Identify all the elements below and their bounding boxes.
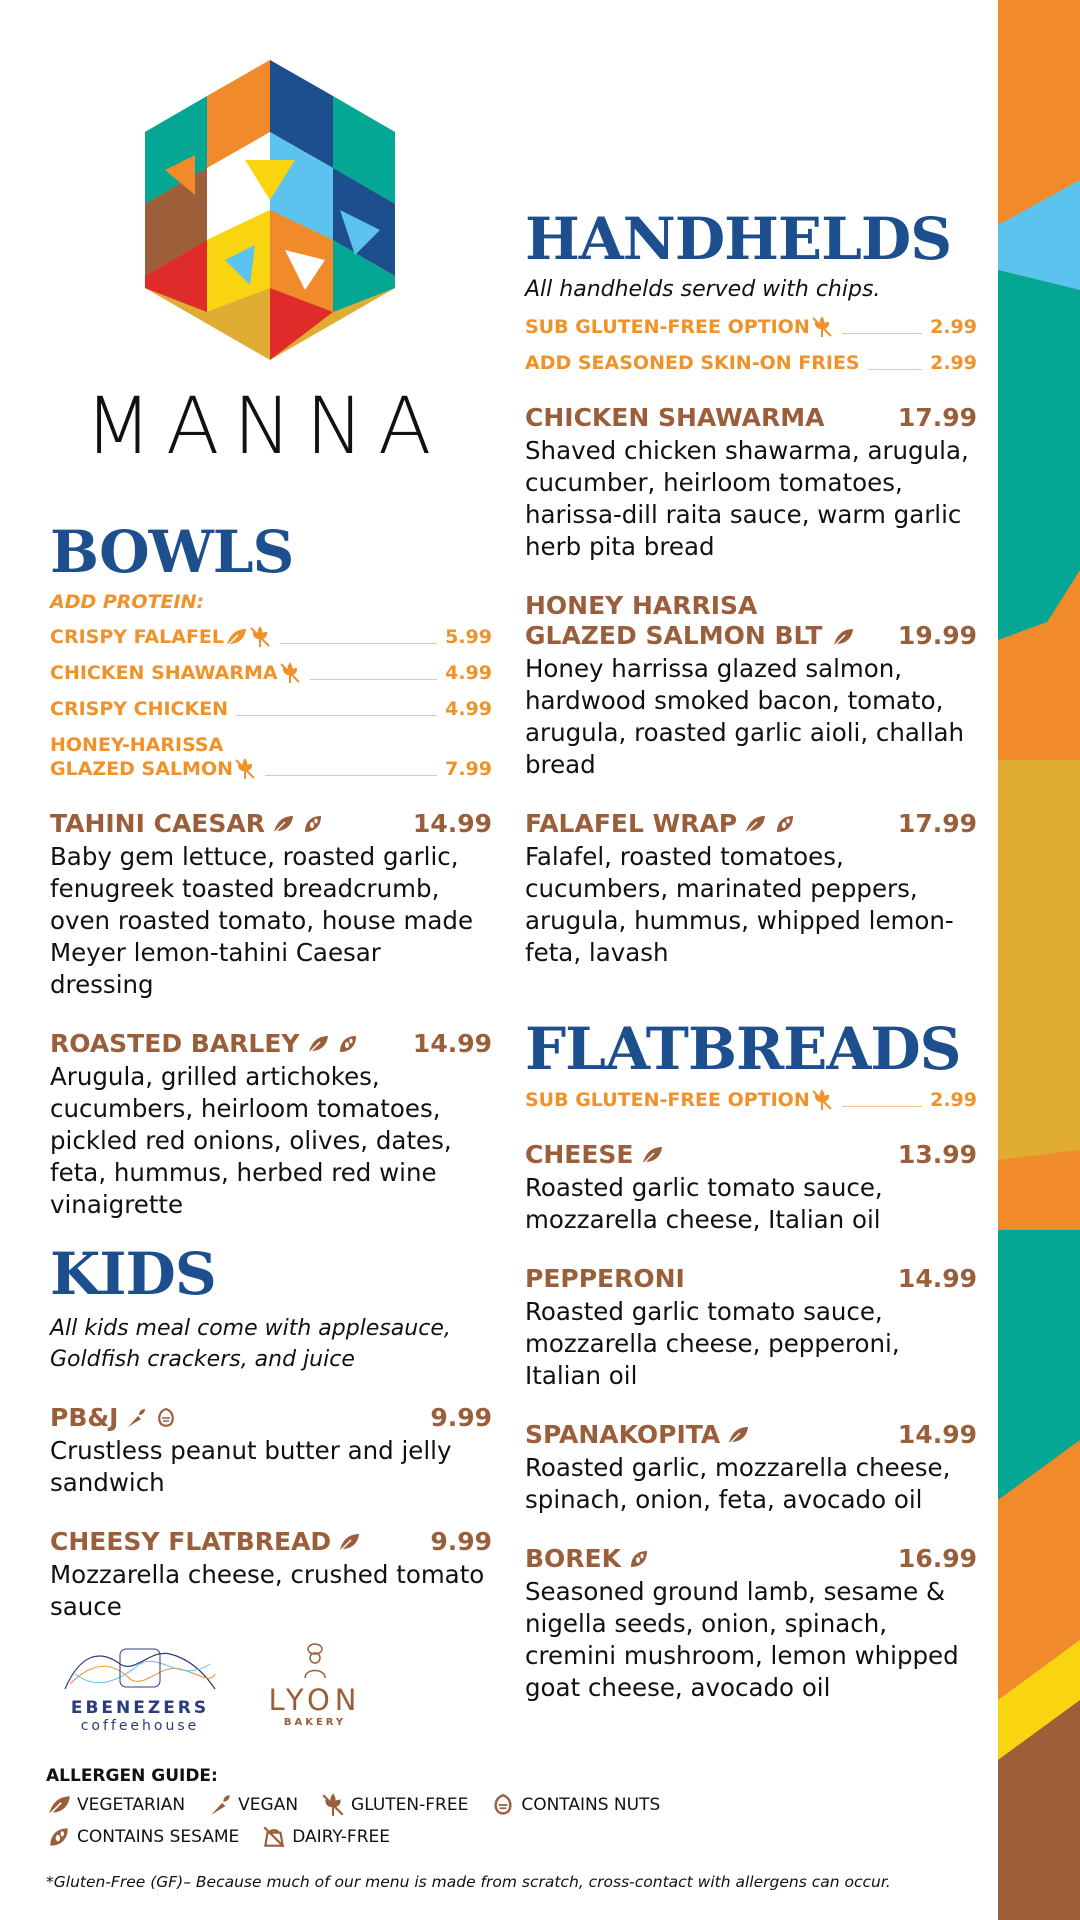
price-leader bbox=[842, 333, 922, 334]
item-description: Arugula, grilled artichokes, cucumbers, heirloom tomatoes, pickled red onions, olives, dates, feta, hummus, herbed red wine vinaigrette bbox=[50, 1062, 452, 1219]
gluten-free-icon bbox=[278, 661, 302, 685]
item-price: 9.99 bbox=[430, 1527, 492, 1556]
ebenezers-name: EBENEZERS bbox=[70, 1698, 210, 1718]
addon-price: 7.99 bbox=[445, 758, 492, 780]
addon-row bbox=[525, 1088, 977, 1112]
nuts-icon bbox=[490, 1792, 516, 1818]
item-description: Honey harrissa glazed salmon, hardwood smoked bacon, tomato, arugula, roasted garlic aioli, challah bread bbox=[525, 654, 965, 779]
addon-name: CRISPY CHICKEN bbox=[50, 698, 229, 720]
item-price: 14.99 bbox=[412, 809, 492, 838]
item-name: CHEESY FLATBREAD bbox=[50, 1527, 332, 1556]
addon-price: 2.99 bbox=[930, 1089, 977, 1111]
menu-item bbox=[525, 1140, 977, 1236]
item-name: FALAFEL WRAP bbox=[525, 809, 738, 838]
menu-item bbox=[50, 809, 492, 1001]
addon-row bbox=[525, 351, 977, 375]
vegan-icon bbox=[124, 1406, 148, 1430]
flatbreads-section bbox=[525, 1015, 977, 1704]
addon-name: CHICKEN SHAWARMA bbox=[50, 662, 278, 684]
addon-row bbox=[50, 625, 492, 649]
menu-item bbox=[50, 1029, 492, 1221]
ebenezers-logo bbox=[56, 1644, 224, 1734]
kids-note: All kids meal come with applesauce, Goldfish crackers, and juice bbox=[50, 1316, 451, 1372]
vegan-icon bbox=[207, 1792, 233, 1818]
item-price: 14.99 bbox=[897, 1264, 977, 1293]
menu-item bbox=[525, 1264, 977, 1392]
bowls-section bbox=[50, 518, 492, 1221]
handhelds-note: All handhelds served with chips. bbox=[525, 277, 881, 302]
addon-row bbox=[525, 315, 977, 339]
ebenezers-sub: coffeehouse bbox=[80, 1718, 200, 1734]
price-leader bbox=[236, 715, 437, 716]
addon-price: 2.99 bbox=[930, 352, 977, 374]
item-price: 9.99 bbox=[430, 1403, 492, 1432]
legend-item bbox=[207, 1792, 298, 1818]
price-leader bbox=[265, 775, 437, 776]
nuts-icon bbox=[154, 1406, 178, 1430]
menu-item bbox=[525, 1420, 977, 1516]
item-name: CHEESE bbox=[525, 1140, 634, 1169]
item-name-line1: HONEY HARRISA bbox=[525, 591, 758, 620]
item-name: PEPPERONI bbox=[525, 1264, 685, 1293]
sesame-icon bbox=[46, 1824, 72, 1850]
item-name-line2: GLAZED SALMON BLT bbox=[525, 621, 823, 650]
legend-item bbox=[46, 1792, 185, 1818]
item-name: TAHINI CAESAR bbox=[50, 809, 265, 838]
dairy-free-icon bbox=[261, 1824, 287, 1850]
legend-label: VEGETARIAN bbox=[77, 1795, 186, 1815]
item-name: CHICKEN SHAWARMA bbox=[525, 403, 825, 432]
addon-name: SUB GLUTEN-FREE OPTION bbox=[525, 316, 810, 338]
sesame-icon bbox=[301, 812, 325, 836]
allergen-title: ALLERGEN GUIDE: bbox=[46, 1766, 218, 1786]
handhelds-section bbox=[525, 205, 977, 969]
addon-name bbox=[50, 733, 233, 781]
allergen-guide bbox=[46, 1766, 986, 1850]
vegetarian-icon bbox=[640, 1143, 664, 1167]
legend-label: VEGAN bbox=[238, 1795, 299, 1815]
kids-title: KIDS bbox=[50, 1240, 216, 1308]
addon-price: 5.99 bbox=[445, 626, 492, 648]
legend-item bbox=[490, 1792, 660, 1818]
legend-item bbox=[320, 1792, 468, 1818]
gluten-free-icon bbox=[810, 1088, 834, 1112]
vegetarian-icon bbox=[224, 625, 248, 649]
menu-item bbox=[525, 403, 977, 563]
item-price: 14.99 bbox=[412, 1029, 492, 1058]
price-leader bbox=[868, 369, 923, 370]
item-description: Shaved chicken shawarma, arugula, cucumber, heirloom tomatoes, harissa-dill raita sauce, warm garlic herb pita bread bbox=[525, 436, 969, 561]
allergen-row bbox=[46, 1824, 986, 1850]
brand-wordmark: MANNA bbox=[84, 382, 446, 472]
item-description: Mozzarella cheese, crushed tomato sauce bbox=[50, 1560, 485, 1621]
legend-item bbox=[261, 1824, 390, 1850]
menu-item bbox=[525, 591, 977, 781]
legend-label: CONTAINS SESAME bbox=[77, 1827, 240, 1847]
addon-name: ADD SEASONED SKIN-ON FRIES bbox=[525, 352, 860, 374]
bowls-title: BOWLS bbox=[50, 518, 294, 586]
manna-logo-mosaic bbox=[125, 60, 415, 360]
item-name: SPANAKOPITA bbox=[525, 1420, 721, 1449]
vegetarian-icon bbox=[46, 1792, 72, 1818]
legend-label: DAIRY-FREE bbox=[292, 1827, 390, 1847]
vegetarian-icon bbox=[337, 1530, 361, 1554]
price-leader bbox=[310, 679, 438, 680]
flatbreads-title: FLATBREADS bbox=[525, 1015, 961, 1083]
gluten-free-icon bbox=[320, 1792, 346, 1818]
addon-price: 4.99 bbox=[445, 698, 492, 720]
item-description: Roasted garlic tomato sauce, mozzarella cheese, pepperoni, Italian oil bbox=[525, 1297, 900, 1390]
sesame-icon bbox=[336, 1032, 360, 1056]
addon-name: SUB GLUTEN-FREE OPTION bbox=[525, 1089, 810, 1111]
vegetarian-icon bbox=[743, 812, 767, 836]
addon-name: CRISPY FALAFEL bbox=[50, 626, 225, 648]
item-price: 13.99 bbox=[897, 1140, 977, 1169]
item-description: Falafel, roasted tomatoes, cucumbers, marinated peppers, arugula, hummus, whipped lemon-feta, lavash bbox=[525, 842, 954, 967]
item-price: 16.99 bbox=[897, 1544, 977, 1573]
price-leader bbox=[842, 1106, 922, 1107]
item-name: PB&J bbox=[50, 1403, 119, 1432]
gluten-free-icon bbox=[810, 315, 834, 339]
item-description: Baby gem lettuce, roasted garlic, fenugreek toasted breadcrumb, oven roasted tomato, house made Meyer lemon-tahini Caesar dressing bbox=[50, 842, 474, 999]
addon-name-line1: HONEY-HARISSA bbox=[50, 734, 224, 756]
addon-price: 2.99 bbox=[930, 316, 977, 338]
lyon-name: LYON bbox=[268, 1683, 362, 1717]
sesame-icon bbox=[627, 1547, 651, 1571]
item-name: ROASTED BARLEY bbox=[50, 1029, 300, 1058]
kids-section bbox=[50, 1240, 492, 1623]
item-name: BOREK bbox=[525, 1544, 622, 1573]
lyon-sub: BAKERY bbox=[283, 1717, 347, 1728]
addon-name-line2: GLAZED SALMON bbox=[50, 758, 234, 780]
item-price: 14.99 bbox=[897, 1420, 977, 1449]
allergen-row bbox=[46, 1792, 986, 1818]
item-price: 17.99 bbox=[897, 809, 977, 838]
legend-item bbox=[46, 1824, 239, 1850]
vegetarian-icon bbox=[271, 812, 295, 836]
decorative-stripe bbox=[998, 0, 1080, 1920]
add-protein-heading: ADD PROTEIN: bbox=[50, 591, 205, 613]
menu-item bbox=[525, 1544, 977, 1704]
ebenezers-illustration bbox=[60, 1644, 220, 1694]
lyon-bakery-logo bbox=[256, 1643, 374, 1728]
legend-label: GLUTEN-FREE bbox=[351, 1795, 469, 1815]
addon-price: 4.99 bbox=[445, 662, 492, 684]
gluten-free-icon bbox=[248, 625, 272, 649]
legend-label: CONTAINS NUTS bbox=[521, 1795, 661, 1815]
menu-item bbox=[525, 809, 977, 969]
item-price: 17.99 bbox=[897, 403, 977, 432]
price-leader bbox=[280, 643, 437, 644]
gluten-free-disclaimer: *Gluten-Free (GF)– Because much of our menu is made from scratch, cross-contact with allergens can occur. bbox=[46, 1873, 891, 1891]
addon-row bbox=[50, 697, 492, 721]
handhelds-title: HANDHELDS bbox=[525, 205, 952, 273]
chef-icon bbox=[302, 1643, 328, 1679]
item-description: Crustless peanut butter and jelly sandwich bbox=[50, 1436, 452, 1497]
item-description: Roasted garlic, mozzarella cheese, spinach, onion, feta, avocado oil bbox=[525, 1453, 951, 1514]
item-description: Roasted garlic tomato sauce, mozzarella cheese, Italian oil bbox=[525, 1173, 883, 1234]
menu-item bbox=[50, 1403, 492, 1499]
addon-row bbox=[50, 733, 492, 781]
item-description: Seasoned ground lamb, sesame & nigella seeds, onion, spinach, cremini mushroom, lemon whipped goat cheese, avocado oil bbox=[525, 1577, 959, 1702]
vegetarian-icon bbox=[831, 625, 855, 649]
menu-item bbox=[50, 1527, 492, 1623]
vegetarian-icon bbox=[306, 1032, 330, 1056]
gluten-free-icon bbox=[233, 757, 257, 781]
sesame-icon bbox=[773, 812, 797, 836]
item-price: 19.99 bbox=[897, 621, 977, 650]
vegetarian-icon bbox=[726, 1423, 750, 1447]
addon-row bbox=[50, 661, 492, 685]
